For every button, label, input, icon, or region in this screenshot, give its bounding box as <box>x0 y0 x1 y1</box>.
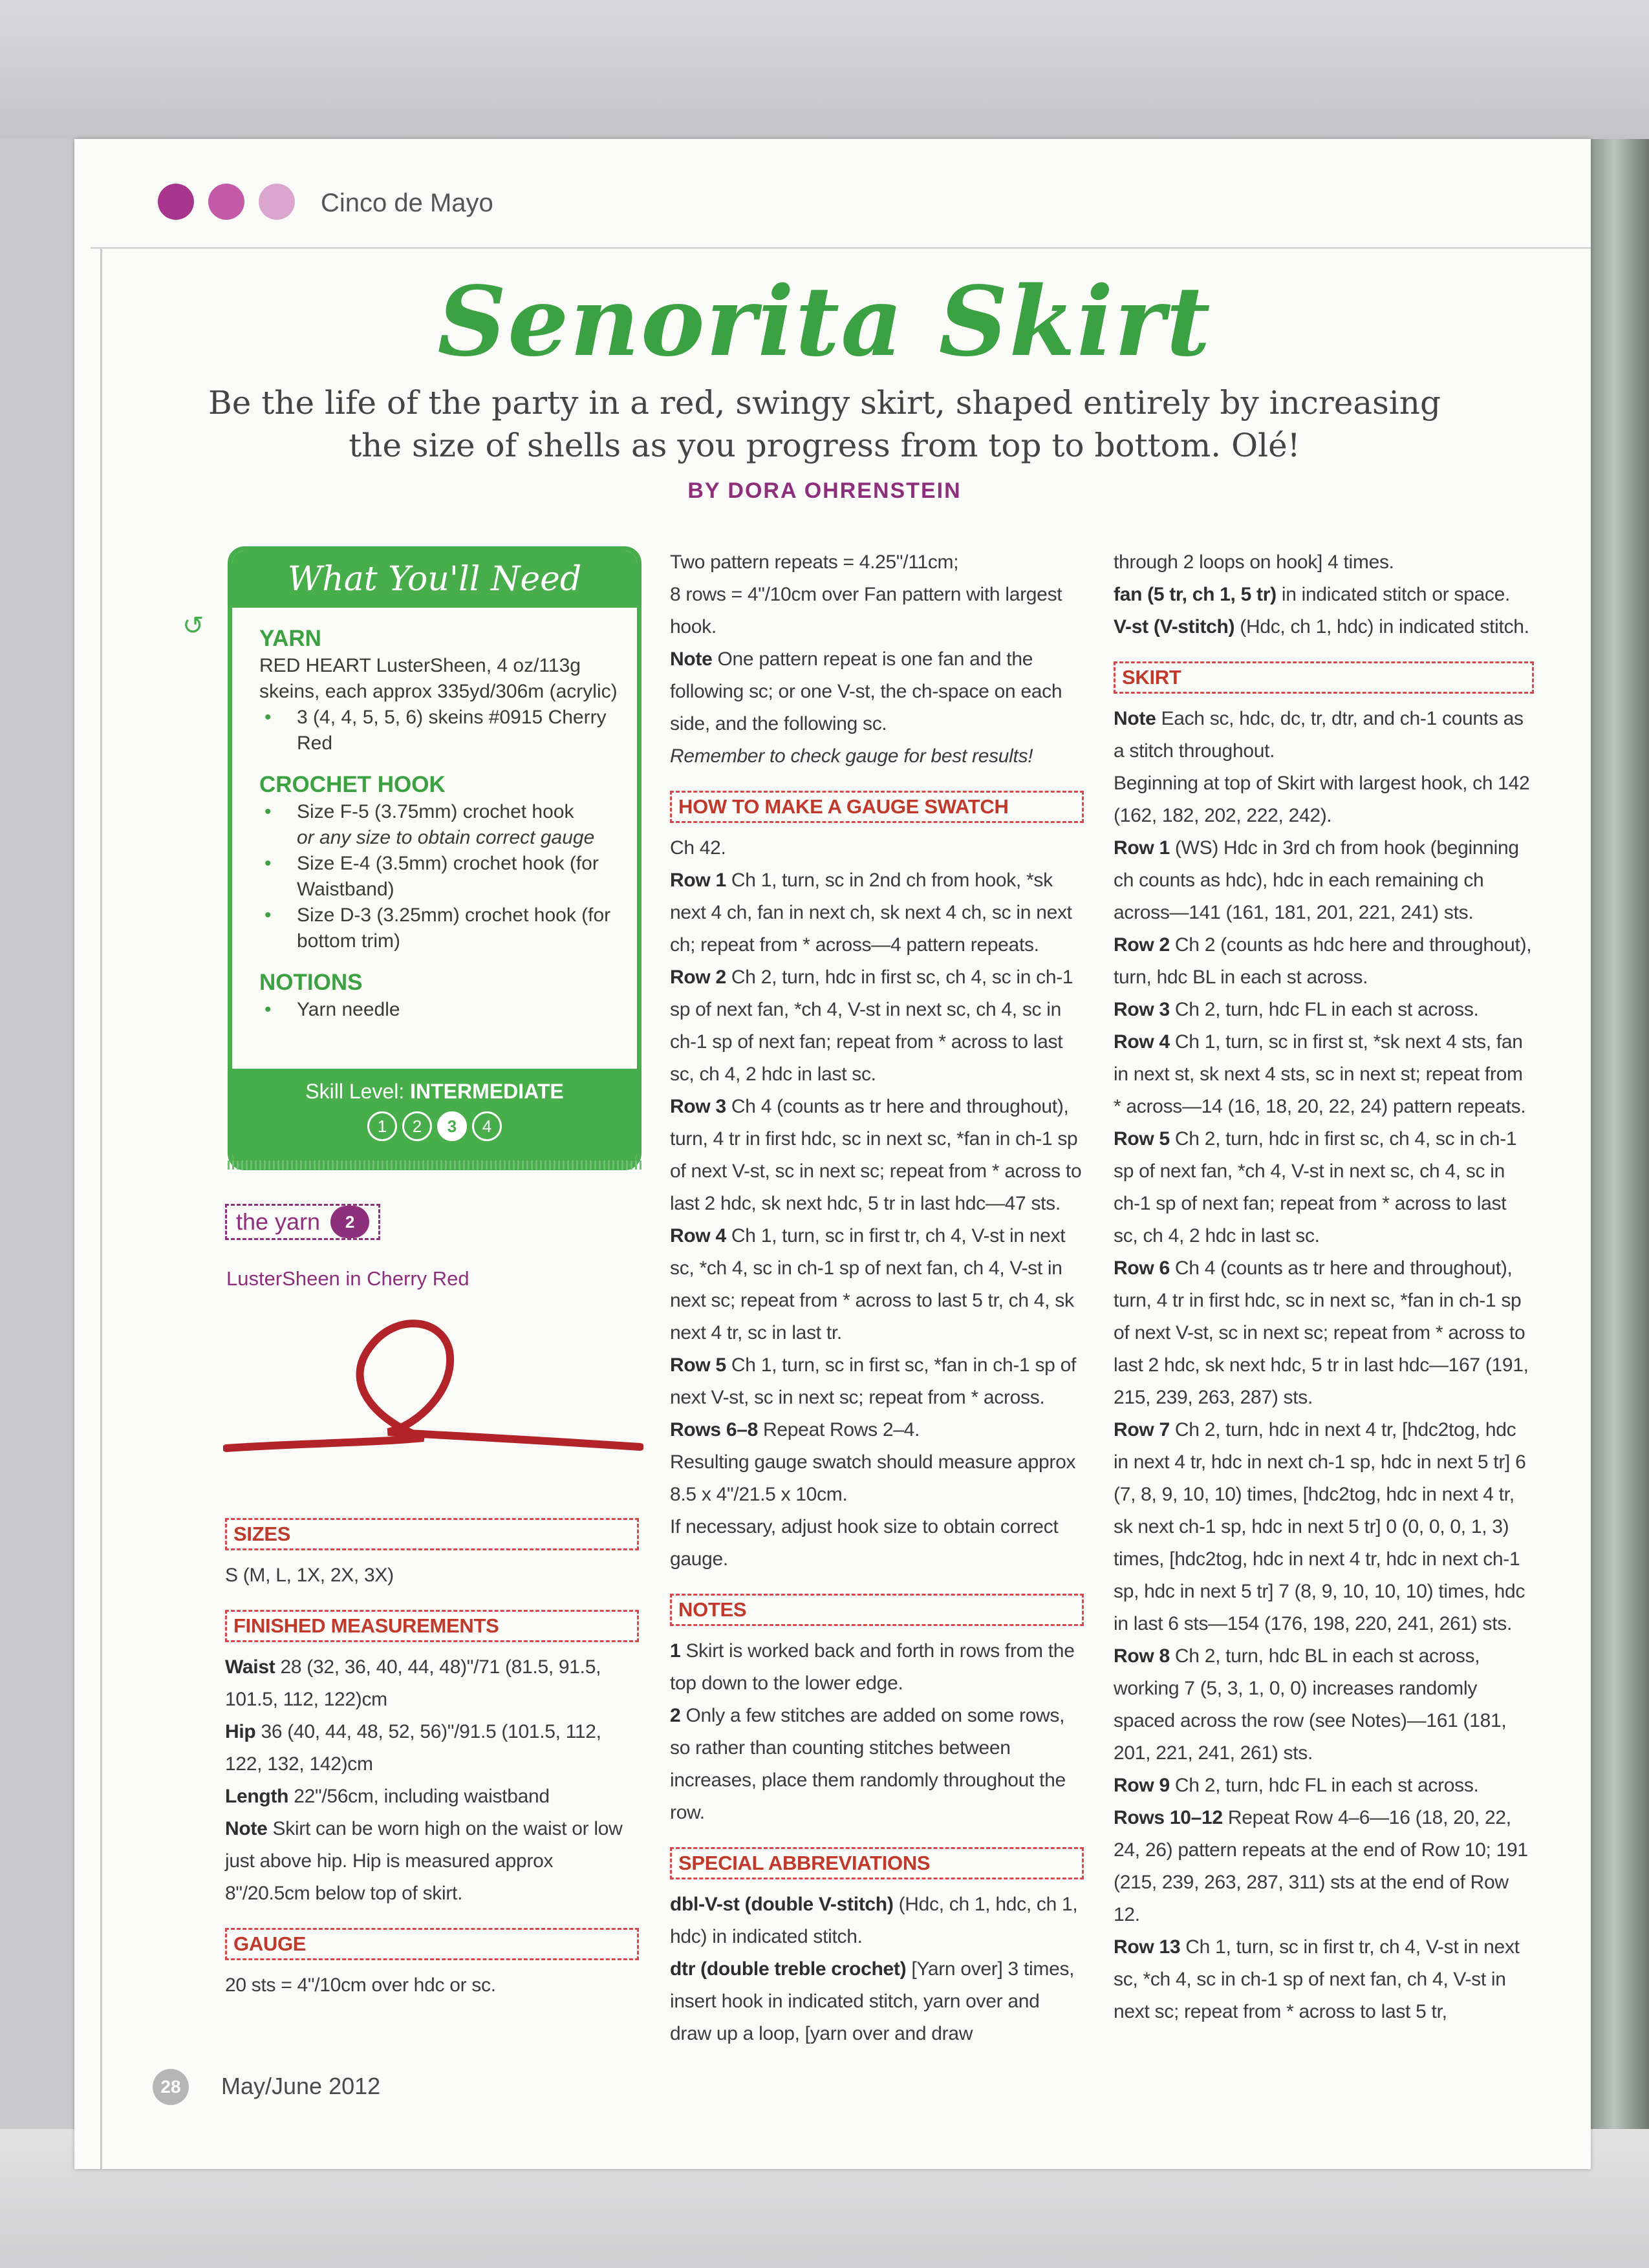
hip-text <box>225 1716 639 1781</box>
column-3 <box>1114 546 1534 2028</box>
row-label: Row 7 <box>1114 1419 1170 1440</box>
yarn-list <box>259 705 637 756</box>
row-label: Row 5 <box>1114 1128 1170 1150</box>
swatch-row-5 <box>670 1349 1084 1414</box>
row-label: Row 9 <box>1114 1775 1170 1796</box>
hook-heading: CROCHET HOOK <box>259 772 446 797</box>
swatch-row-2 <box>670 961 1084 1091</box>
notes-heading: NOTES <box>670 1594 1084 1626</box>
abbr-label: dbl-V-st (double V-stitch) <box>670 1894 894 1915</box>
skirt-row-1 <box>1114 832 1534 929</box>
row-label: Row 3 <box>670 1096 726 1117</box>
page-title: Senorita Skirt <box>437 265 1212 378</box>
note-number: 1 <box>670 1640 681 1662</box>
note-value: One pattern repeat is one fan and the following sc; or one V-st, the ch-space on each side, and the following sc. <box>670 648 1062 734</box>
yarn-strand-image <box>223 1300 643 1461</box>
length-text <box>225 1781 639 1813</box>
skill-level-value: INTERMEDIATE <box>410 1080 564 1103</box>
row-text: Ch 4 (counts as tr here and throughout), turn, 4 tr in first hdc, sc in next sc, *fan in ch-1 sp of next V-st, sc in next sc; repeat from * across to last 2 hdc, sk next hdc, 5 tr in last hdc—47 sts. <box>670 1096 1082 1214</box>
row-text: Ch 1, turn, sc in first tr, ch 4, V-st in next sc, *ch 4, sc in ch-1 sp of next fan, ch 4, V-st in next sc; repeat from * across to last 5 tr, ch 4, sk next 4 tr, sc in last tr. <box>670 1225 1074 1343</box>
note-number: 2 <box>670 1705 681 1726</box>
dot-icon <box>158 184 194 220</box>
note-1 <box>670 1635 1084 1700</box>
note-label: Note <box>1114 708 1156 729</box>
abbr-label: fan (5 tr, ch 1, 5 tr) <box>1114 584 1277 605</box>
column-1 <box>225 1500 639 2002</box>
list-item: • Size D-3 (3.25mm) crochet hook (for bottom trim) <box>259 903 637 954</box>
gauge-swatch-heading: HOW TO MAKE A GAUGE SWATCH <box>670 791 1084 823</box>
column-2 <box>670 546 1084 2050</box>
note-text: Each sc, hdc, dc, tr, dtr, and ch-1 counts as a stitch throughout. <box>1114 708 1524 762</box>
row-label: Row 8 <box>1114 1645 1170 1667</box>
skirt-row-9 <box>1114 1770 1534 1802</box>
length-label: Length <box>225 1786 289 1807</box>
abbr-label: dtr (double treble crochet) <box>670 1958 907 1980</box>
yarn-heading: YARN <box>259 626 321 651</box>
sizes-text: S (M, L, 1X, 2X, 3X) <box>225 1565 394 1586</box>
row-text: (WS) Hdc in 3rd ch from hook (beginning ch counts as hdc), hdc in each remaining ch across—141 (161, 181, 201, 221, 241) sts. <box>1114 837 1519 923</box>
note-text: Skirt is worked back and forth in rows from the top down to the lower edge. <box>670 1640 1075 1694</box>
row-text: Ch 1, turn, sc in first tr, ch 4, V-st in next sc, *ch 4, sc in ch-1 sp of next fan, ch 4, V-st in next sc; repeat from * across to last 5 tr, <box>1114 1936 1520 2022</box>
row-text: Ch 1, turn, sc in first sc, *fan in ch-1 sp of next V-st, sc in next sc; repeat from * across. <box>670 1354 1076 1408</box>
issue-date: May/June 2012 <box>221 2073 381 2099</box>
swatch-row-4 <box>670 1220 1084 1349</box>
gauge-heading: GAUGE <box>225 1928 639 1960</box>
swatch-chain: Ch 42. <box>670 837 726 859</box>
abbr-text: [Yarn over] 3 times, insert hook in indicated stitch, yarn over and draw up a loop, [yarn over and draw <box>670 1958 1075 2044</box>
abbr-text: (Hdc, ch 1, hdc, ch 1, hdc) in indicated stitch. <box>670 1894 1078 1947</box>
row-label: Row 3 <box>1114 999 1170 1020</box>
list-item: • 3 (4, 4, 5, 5, 6) skeins #0915 Cherry Red <box>259 705 637 756</box>
skirt-row-8 <box>1114 1640 1534 1770</box>
list-item: • Yarn needle <box>259 997 637 1023</box>
dot-icon <box>208 184 244 220</box>
sizes-heading: SIZES <box>225 1518 639 1550</box>
row-text: Ch 2, turn, hdc in first sc, ch 4, sc in ch-1 sp of next fan, *ch 4, V-st in next sc, ch 4, sc in ch-1 sp of next fan; repeat from * across to last sc, ch 4, 2 hdc in last sc. <box>1114 1128 1517 1246</box>
skirt-note <box>1114 703 1534 767</box>
yarn-weight-badge: 2 <box>330 1206 369 1238</box>
swatch-rows-6-8 <box>670 1414 1084 1446</box>
section-dots <box>158 184 295 220</box>
yarn-description: RED HEART LusterSheen, 4 oz/113g skeins, each approx 335yd/306m (acrylic) <box>259 655 618 702</box>
hip-label: Hip <box>225 1721 256 1742</box>
row-label: Row 4 <box>1114 1031 1170 1053</box>
abbr-text: (Hdc, ch 1, hdc) in indicated stitch. <box>1240 616 1529 637</box>
skill-level-circles <box>232 1111 637 1141</box>
page-number: 28 <box>153 2069 189 2105</box>
skill-level-label <box>232 1075 637 1107</box>
hook-list <box>259 799 637 954</box>
swatch-adjust: If necessary, adjust hook size to obtain correct gauge. <box>670 1516 1059 1570</box>
abbr-label: V-st (V-stitch) <box>1114 616 1235 637</box>
row-text: Repeat Row 4–6—16 (18, 20, 22, 24, 26) pattern repeats at the end of Row 10; 191 (215, 239, 263, 287, 311) sts at the end of Row 12. <box>1114 1807 1528 1925</box>
skirt-row-6 <box>1114 1252 1534 1414</box>
skirt-rows-10-12 <box>1114 1802 1534 1931</box>
hook-gauge-note: or any size to obtain correct gauge <box>297 827 595 848</box>
page-subtitle: Be the life of the party in a red, swingy skirt, shaped entirely by increasing the size of shells as you progress from top to bottom. Olé! <box>208 384 1441 464</box>
note-text: Only a few stitches are added on some rows, so rather than counting stitches between increases, place them randomly throughout the row. <box>670 1705 1066 1823</box>
swatch-row-3 <box>670 1091 1084 1220</box>
gauge-rows: 8 rows = 4"/10cm over Fan pattern with largest hook. <box>670 584 1062 637</box>
need-box-body <box>232 608 637 1023</box>
notions-heading: NOTIONS <box>259 970 363 995</box>
skirt-heading: SKIRT <box>1114 661 1534 694</box>
row-text: Ch 2, turn, hdc in next 4 tr, [hdc2tog, hdc in next 4 tr, hdc in next ch-1 sp, hdc in next 5 tr] 6 (7, 8, 9, 10, 10) times, [hdc2tog, hdc in next 4 tr, sk next ch-1 sp, hdc in next 5 tr] 0 (0, 0, 0, 1, 3) times, [hdc2tog, hdc in next 4 tr, hdc in next ch-1 sp, hdc in next 5 tr] 7 (8, 9, 10, 10, 10) times, hdc in last 6 sts—154 (176, 198, 220, 241, 261) sts. <box>1114 1419 1526 1634</box>
skill-circle: 1 <box>367 1111 397 1141</box>
list-item: • Size E-4 (3.5mm) crochet hook (for Waistband) <box>259 851 637 903</box>
page-gutter-line <box>100 249 102 2169</box>
gauge-reminder <box>670 740 1084 773</box>
row-text: Ch 2 (counts as hdc here and throughout), turn, hdc BL in each st across. <box>1114 934 1532 988</box>
row-text: Ch 1, turn, sc in first st, *sk next 4 sts, fan in next st, sk next 4 sts, sc in next st; repeat from * across—14 (16, 18, 20, 22, 24) pattern repeats. <box>1114 1031 1526 1117</box>
row-label: Row 6 <box>1114 1257 1170 1279</box>
section-name: Cinco de Mayo <box>321 189 493 217</box>
swatch-result: Resulting gauge swatch should measure approx 8.5 x 4"/21.5 x 10cm. <box>670 1451 1076 1505</box>
hook-size: Size F-5 (3.75mm) crochet hook <box>297 801 574 822</box>
gauge-repeats: Two pattern repeats = 4.25"/11cm; <box>670 551 959 573</box>
skirt-row-3 <box>1114 994 1534 1026</box>
scan-background-top <box>0 0 1649 139</box>
skill-level-bar <box>232 1069 637 1166</box>
row-text: Ch 2, turn, hdc in first sc, ch 4, sc in ch-1 sp of next fan, *ch 4, V-st in next sc, ch 4, sc in ch-1 sp of next fan; repeat from * across to last sc, ch 4, 2 hdc in last sc. <box>670 967 1073 1085</box>
scan-background-right <box>1591 139 1649 2130</box>
row-label: Row 2 <box>670 967 726 988</box>
skirt-row-2 <box>1114 929 1534 994</box>
row-label: Rows 10–12 <box>1114 1807 1223 1828</box>
list-item <box>259 799 637 851</box>
row-label: Rows 6–8 <box>670 1419 758 1440</box>
byline: BY DORA OHRENSTEIN <box>687 478 962 503</box>
reminder-text: Remember to check gauge for best results! <box>670 745 1033 767</box>
yarn-tag-label: the yarn <box>236 1208 321 1235</box>
length-value: 22"/56cm, including waistband <box>294 1786 550 1807</box>
finished-measurements-heading: FINISHED MEASUREMENTS <box>225 1610 639 1642</box>
skirt-row-7 <box>1114 1414 1534 1640</box>
special-abbreviations-heading: SPECIAL ABBREVIATIONS <box>670 1847 1084 1879</box>
row-label: Row 1 <box>1114 837 1170 859</box>
dot-icon <box>259 184 295 220</box>
row-label: Row 4 <box>670 1225 726 1246</box>
row-text: Repeat Rows 2–4. <box>763 1419 920 1440</box>
skill-circle: 2 <box>402 1111 432 1141</box>
what-youll-need-box <box>228 546 641 1170</box>
yarn-strand <box>226 1323 640 1448</box>
box-underline <box>228 1161 641 1170</box>
row-label: Row 2 <box>1114 934 1170 956</box>
skirt-row-4 <box>1114 1026 1534 1123</box>
skill-circle: 4 <box>472 1111 502 1141</box>
header-rule <box>91 247 1591 249</box>
skirt-row-5 <box>1114 1123 1534 1252</box>
row-label: Row 1 <box>670 870 726 891</box>
note-2 <box>670 1700 1084 1829</box>
row-text: Ch 1, turn, sc in 2nd ch from hook, *sk next 4 ch, fan in next ch, sk next 4 ch, sc in next ch; repeat from * across—4 pattern repeats. <box>670 870 1072 956</box>
note-value: Skirt can be worn high on the waist or low just above hip. Hip is measured approx 8"/20.5cm below top of skirt. <box>225 1818 623 1904</box>
waist-value: 28 (32, 36, 40, 44, 48)"/71 (81.5, 91.5, 101.5, 112, 122)cm <box>225 1656 601 1710</box>
skirt-row-13 <box>1114 1931 1534 2028</box>
notions-list <box>259 997 637 1023</box>
row-text: Ch 2, turn, hdc FL in each st across. <box>1174 999 1479 1020</box>
skirt-begin: Beginning at top of Skirt with largest hook, ch 142 (162, 182, 202, 222, 242). <box>1114 773 1530 826</box>
gauge-text: 20 sts = 4"/10cm over hdc or sc. <box>225 1974 496 1996</box>
yarn-tag <box>225 1204 380 1240</box>
swatch-row-1 <box>670 864 1084 961</box>
row-label: Row 13 <box>1114 1936 1181 1958</box>
row-label: Row 5 <box>670 1354 726 1376</box>
waist-text <box>225 1651 639 1716</box>
note-text <box>225 1813 639 1910</box>
skill-circle-active: 3 <box>437 1111 467 1141</box>
row-text: Ch 4 (counts as tr here and throughout), turn, 4 tr in first hdc, sc in next sc, *fan in ch-1 sp of next V-st, sc in next sc; repeat from * across to last 2 hdc, sk next hdc, 5 tr in last hdc—167 (191, 215, 239, 263, 287) sts. <box>1114 1257 1529 1408</box>
gauge-note <box>670 643 1084 740</box>
row-text: Ch 2, turn, hdc FL in each st across. <box>1174 1775 1479 1796</box>
need-box-title: What You'll Need <box>232 551 637 608</box>
abbr-dtr <box>670 1953 1084 2050</box>
abbr-text: in indicated stitch or space. <box>1281 584 1511 605</box>
note-label: Note <box>225 1818 268 1839</box>
abbr-dbl-v-st <box>670 1888 1084 1953</box>
waist-label: Waist <box>225 1656 275 1678</box>
hip-value: 36 (40, 44, 48, 52, 56)"/91.5 (101.5, 112, 122, 132, 142)cm <box>225 1721 601 1775</box>
abbr-v-st <box>1114 611 1534 643</box>
yarn-caption: LusterSheen in Cherry Red <box>226 1267 469 1290</box>
note-label: Note <box>670 648 713 670</box>
row-text: Ch 2, turn, hdc BL in each st across, working 7 (5, 3, 1, 0, 0) increases randomly spaced across the row (see Notes)—161 (181, 201, 221, 241, 261) sts. <box>1114 1645 1507 1764</box>
hook-deco-icon: ↺ <box>182 612 204 640</box>
abbr-fan <box>1114 579 1534 611</box>
abbr-dtr-continued: through 2 loops on hook] 4 times. <box>1114 551 1394 573</box>
skill-prefix: Skill Level: <box>305 1080 405 1103</box>
